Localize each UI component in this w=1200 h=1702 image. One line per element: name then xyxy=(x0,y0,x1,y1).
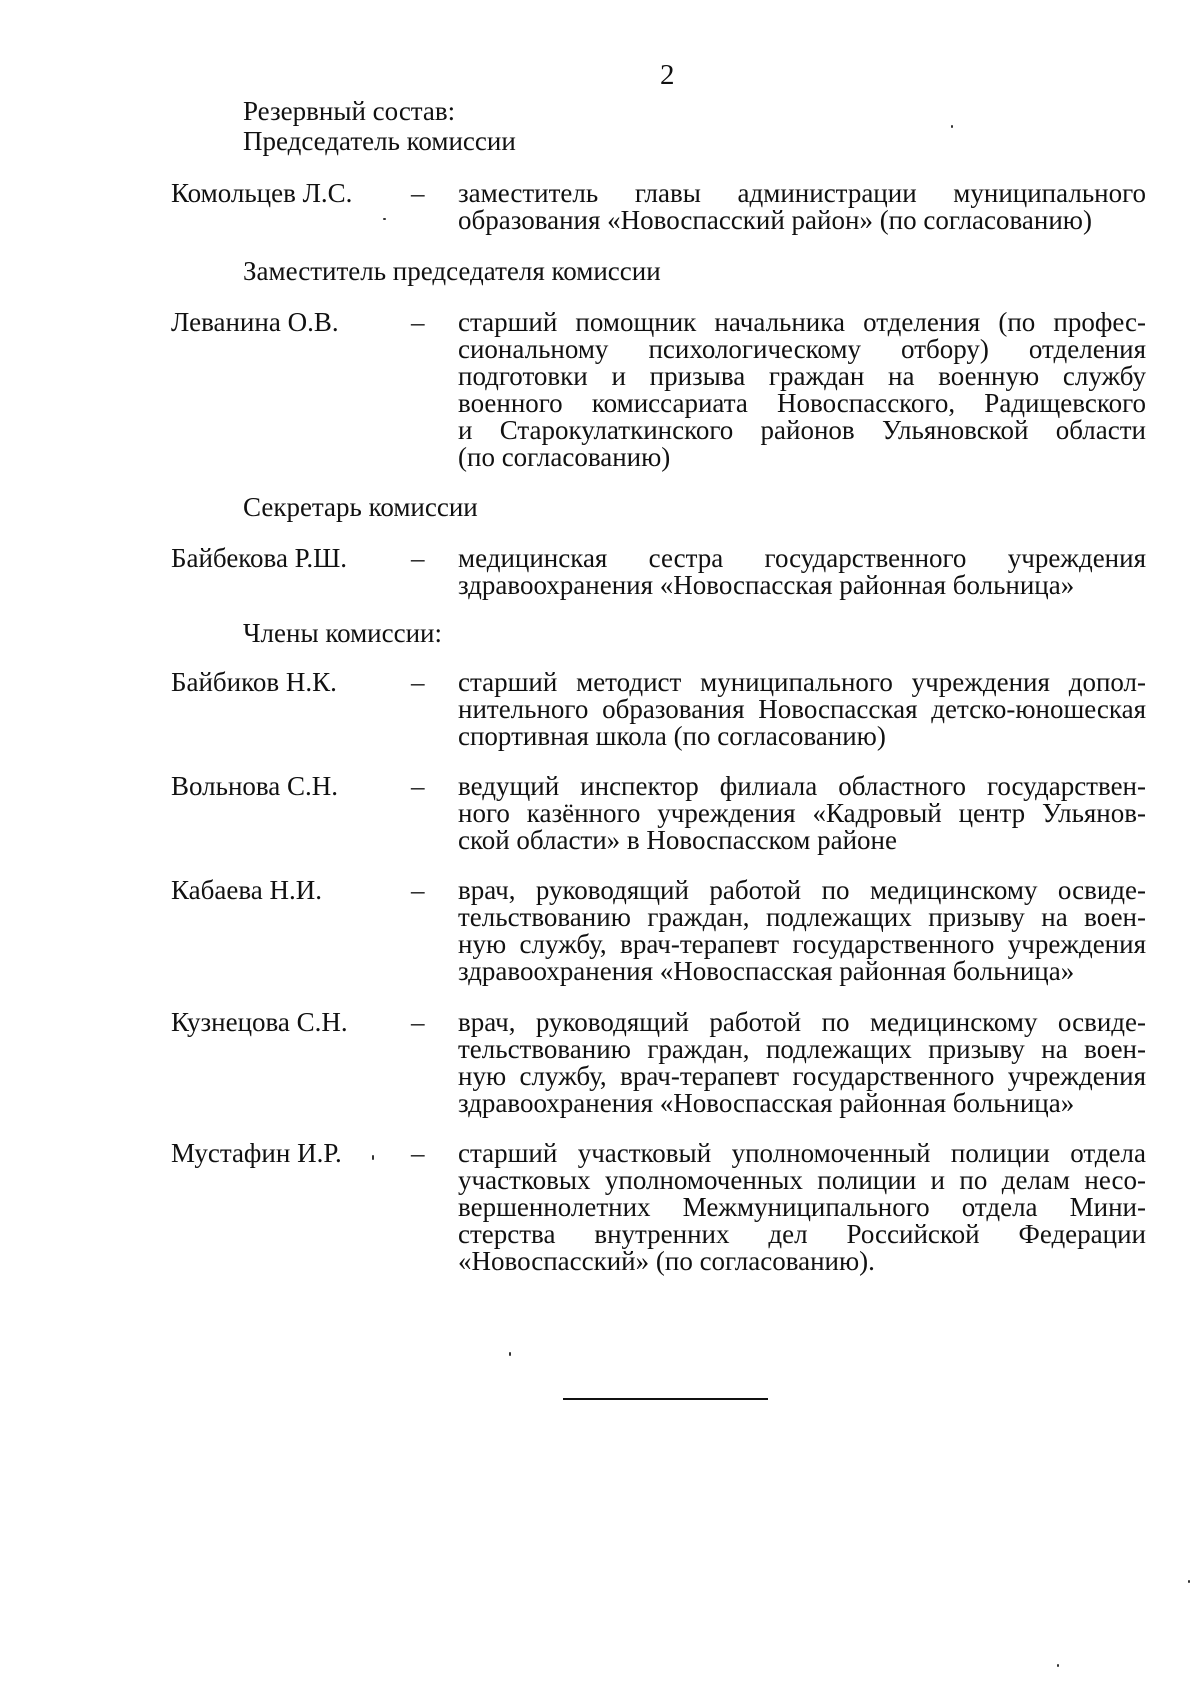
member-name: Мустафин И.Р. xyxy=(171,1138,342,1168)
position-line: заместитель главы администрации муниципального xyxy=(458,178,1146,208)
member-name: Байбиков Н.К. xyxy=(171,667,337,697)
position-line: и Старокулаткинского районов Ульяновской области xyxy=(458,415,1146,445)
position-line: вершеннолетних Межмуниципального отдела Мини- xyxy=(458,1192,1146,1222)
position-line: старший помощник начальника отделения (по профес- xyxy=(458,307,1146,337)
position-line: образования «Новоспасский район» (по согласованию) xyxy=(458,205,1092,235)
position-line: ную службу, врач-терапевт государственного учреждения xyxy=(458,929,1146,959)
position-line: «Новоспасский» (по согласованию). xyxy=(458,1246,875,1276)
position-line: спортивная школа (по согласованию) xyxy=(458,721,886,751)
page-number: 2 xyxy=(660,59,675,91)
chairman-heading: Председатель комиссии xyxy=(243,126,516,156)
position-line: медицинская сестра государственного учреждения xyxy=(458,543,1146,573)
member-position xyxy=(458,877,1146,985)
position-line: врач, руководящий работой по медицинскому освиде- xyxy=(458,1007,1146,1037)
member-position xyxy=(458,1009,1146,1117)
position-line: тельствованию граждан, подлежащих призыву на воен- xyxy=(458,902,1146,932)
position-line: старший участковый уполномоченный полиции отдела xyxy=(458,1138,1146,1168)
member-position xyxy=(458,773,1146,854)
member-name: Комольцев Л.С. xyxy=(171,178,353,208)
dash-separator: – xyxy=(411,667,425,697)
position-line: здравоохранения «Новоспасская районная больница» xyxy=(458,570,1075,600)
member-name: Леванина О.В. xyxy=(171,307,339,337)
member-position xyxy=(458,669,1146,750)
position-line: подготовки и призыва граждан на военную службу xyxy=(458,361,1146,391)
scan-speck xyxy=(1057,1664,1059,1667)
dash-separator: – xyxy=(411,771,425,801)
closing-divider-line xyxy=(563,1398,768,1400)
scan-speck xyxy=(383,218,386,220)
dash-separator: – xyxy=(411,1007,425,1037)
dash-separator: – xyxy=(411,1138,425,1168)
member-position xyxy=(458,1140,1146,1275)
position-line: здравоохранения «Новоспасская районная больница» xyxy=(458,956,1075,986)
scan-speck xyxy=(509,1352,511,1356)
scan-speck xyxy=(951,125,953,128)
member-name: Байбекова Р.Ш. xyxy=(171,543,348,573)
position-line: участковых уполномоченных полиции и по делам несо- xyxy=(458,1165,1146,1195)
position-line: ную службу, врач-терапевт государственного учреждения xyxy=(458,1061,1146,1091)
reserve-composition-heading: Резервный состав: xyxy=(243,96,456,126)
member-position xyxy=(458,309,1146,471)
position-line: нительного образования Новоспасская детско-юношеская xyxy=(458,694,1146,724)
position-line: сиональному психологическому отбору) отделения xyxy=(458,334,1146,364)
dash-separator: – xyxy=(411,543,425,573)
position-line: старший методист муниципального учреждения допол- xyxy=(458,667,1146,697)
dash-separator: – xyxy=(411,875,425,905)
position-line: врач, руководящий работой по медицинскому освиде- xyxy=(458,875,1146,905)
position-line: тельствованию граждан, подлежащих призыву на воен- xyxy=(458,1034,1146,1064)
members-heading: Члены комиссии: xyxy=(243,618,442,648)
dash-separator: – xyxy=(411,307,425,337)
member-name: Кабаева Н.И. xyxy=(171,875,322,905)
scan-speck xyxy=(1188,1580,1190,1583)
position-line: ской области» в Новоспасском районе xyxy=(458,825,897,855)
position-line: стерства внутренних дел Российской Федерации xyxy=(458,1219,1146,1249)
position-line: ведущий инспектор филиала областного государствен- xyxy=(458,771,1146,801)
dash-separator: – xyxy=(411,178,425,208)
secretary-heading: Секретарь комиссии xyxy=(243,492,478,522)
member-position xyxy=(458,545,1146,599)
position-line: военного комиссариата Новоспасского, Радищевского xyxy=(458,388,1146,418)
scan-speck xyxy=(372,1155,374,1160)
member-name: Вольнова С.Н. xyxy=(171,771,339,801)
deputy-chairman-heading: Заместитель председателя комиссии xyxy=(243,256,661,286)
position-line: (по согласованию) xyxy=(458,442,671,472)
position-line: ного казённого учреждения «Кадровый центр Ульянов- xyxy=(458,798,1146,828)
member-position xyxy=(458,180,1146,234)
member-name: Кузнецова С.Н. xyxy=(171,1007,348,1037)
position-line: здравоохранения «Новоспасская районная больница» xyxy=(458,1088,1075,1118)
